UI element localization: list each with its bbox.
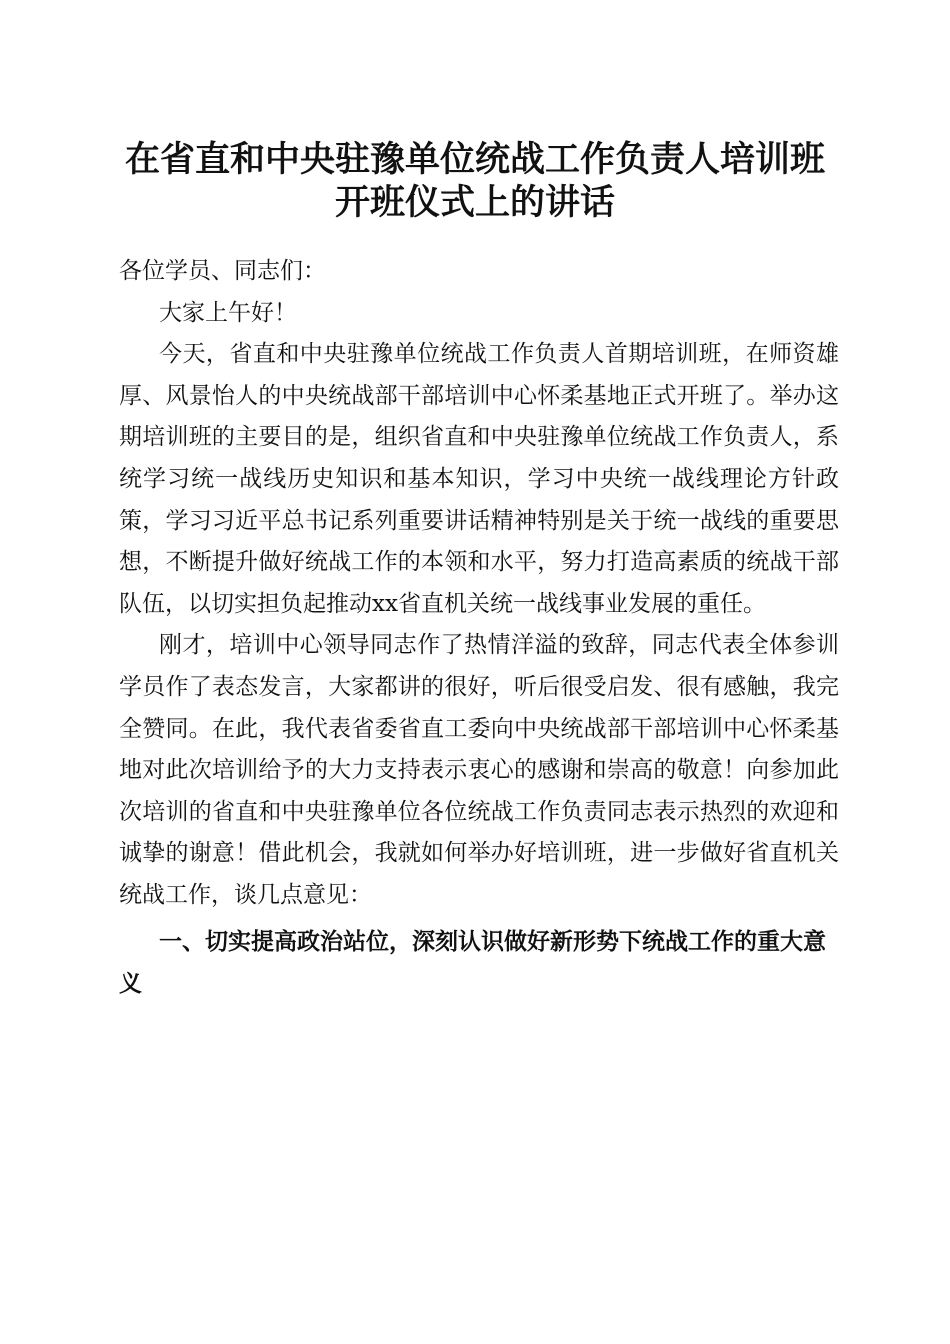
section-heading-1: 一、切实提高政治站位，深刻认识做好新形势下统战工作的重大意义	[119, 928, 826, 997]
paragraph-opening: 今天，省直和中央驻豫单位统战工作负责人首期培训班，在师资雄厚、风景怡人的中央统战部干部培训中心怀柔基地正式开班了。举办这期培训班的主要目的是，组织省直和中央驻豫单位统战工作负责人，系统学习统一战线历史知识和基本知识，学习中央统一战线理论方针政策，学习习近平总书记系列重要讲话精神特别是关于统一战线的重要思想，不断提升做好统战工作的本领和水平，努力打造高素质的统战干部队伍，以切实担负起推动xx省直机关统一战线事业发展的重任。	[119, 341, 839, 617]
document-title-line-2: 开班仪式上的讲话	[334, 183, 615, 223]
greeting: 大家上午好！	[159, 299, 297, 326]
salutation: 各位学员、同志们：	[119, 258, 326, 284]
document-body	[119, 251, 839, 1005]
paragraph-thanks: 刚才，培训中心领导同志作了热情洋溢的致辞，同志代表全体参训学员作了表态发言，大家都讲的很好，听后很受启发、很有感触，我完全赞同。在此，我代表省委省直工委向中央统战部干部培训中心怀柔基地对此次培训给予的大力支持表示衷心的感谢和崇高的敬意！向参加此次培训的省直和中央驻豫单位各位统战工作负责同志表示热烈的欢迎和诚挚的谢意！借此机会，我就如何举办好培训班，进一步做好省直机关统战工作，谈几点意见：	[119, 632, 839, 908]
document-title-line-1: 在省直和中央驻豫单位统战工作负责人培训班	[124, 140, 825, 180]
